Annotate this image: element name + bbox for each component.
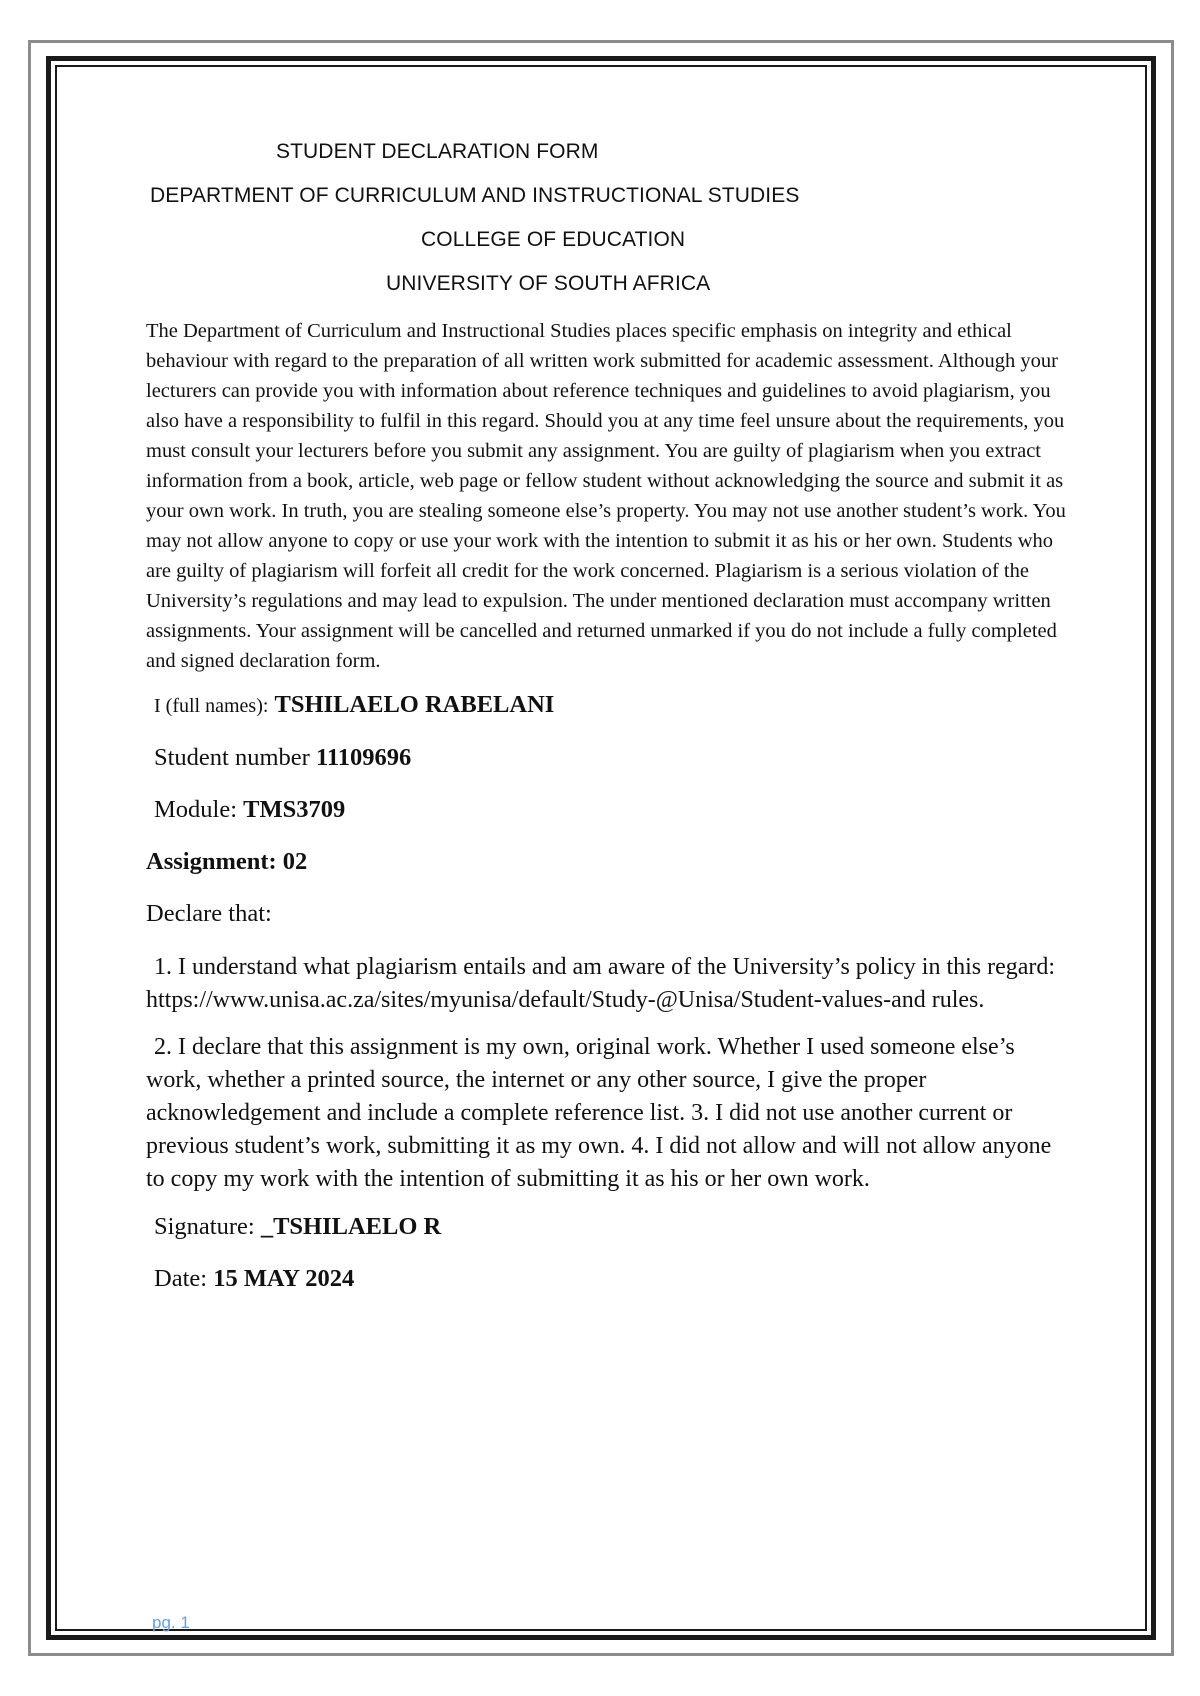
date-value: 15 MAY 2024 — [213, 1265, 355, 1292]
module-value: TMS3709 — [243, 796, 346, 823]
module-label: Module: — [154, 796, 238, 823]
page-number: pg. 1 — [152, 1613, 190, 1632]
form-title: STUDENT DECLARATION FORM — [276, 140, 599, 163]
full-name-field — [146, 690, 1066, 721]
intro-paragraph: The Department of Curriculum and Instructional Studies places specific emphasis on integrity and ethical behaviour with regard to the preparation of all written work submitted for academic assessment. Although your lecturers can provide you with information about reference techniques and guidelines to avoid plagiarism, you also have a responsibility to fulfil in this regard. Should you at any time feel unsure about the requirements, you must consult your lecturers before you submit any assignment. You are guilty of plagiarism when you extract information from a book, article, web page or fellow student without acknowledging the source and submit it as your own work. In truth, you are stealing someone else’s property. You may not use another student’s work. You may not allow anyone to copy or use your work with the intention to submit it as his or her own. Students who are guilty of plagiarism will forfeit all credit for the work concerned. Plagiarism is a serious violation of the University’s regulations and may lead to expulsion. The under mentioned declaration must accompany written assignments. Your assignment will be cancelled and returned unmarked if you do not include a fully completed and signed declaration form. — [146, 320, 1066, 672]
signature-field — [146, 1212, 1066, 1242]
declaration-item-1: 1. I understand what plagiarism entails and am aware of the University’s policy in this regard: https://www.unisa.ac.za/sites/myunisa/default/Study-@Unisa/Student-values-and rules. — [146, 954, 1056, 1013]
student-number-label: Student number — [154, 744, 310, 771]
signature-label: Signature: — [154, 1213, 255, 1240]
student-number-value: 11109696 — [315, 744, 412, 771]
declaration-item-2: 2. I declare that this assignment is my own, original work. Whether I used someone else’s work, whether a printed source, the internet or any other source, I give the proper acknowledgement and include a complete reference list. 3. I did not use another current or previous student’s work, submitting it as my own. 4. I did not allow and will not allow anyone to copy my work with the intention of submitting it as his or her own work. — [146, 1034, 1052, 1192]
date-label: Date: — [154, 1265, 208, 1292]
module-field — [146, 795, 1066, 825]
department-title: DEPARTMENT OF CURRICULUM AND INSTRUCTIONAL STUDIES — [150, 184, 800, 207]
assignment-label: Assignment: — [146, 848, 277, 875]
college-title: COLLEGE OF EDUCATION — [421, 228, 686, 251]
signature-value: _TSHILAELO R — [260, 1213, 442, 1240]
university-title: UNIVERSITY OF SOUTH AFRICA — [386, 272, 711, 295]
full-name-label: I (full names): — [154, 695, 269, 717]
student-number-field — [146, 743, 1066, 773]
full-name-value: TSHILAELO RABELANI — [274, 691, 555, 718]
document-body — [146, 140, 1066, 1316]
assignment-field — [146, 847, 1066, 877]
declare-lead: Declare that: — [146, 900, 272, 927]
assignment-value: 02 — [282, 848, 308, 875]
date-field — [146, 1264, 1066, 1294]
